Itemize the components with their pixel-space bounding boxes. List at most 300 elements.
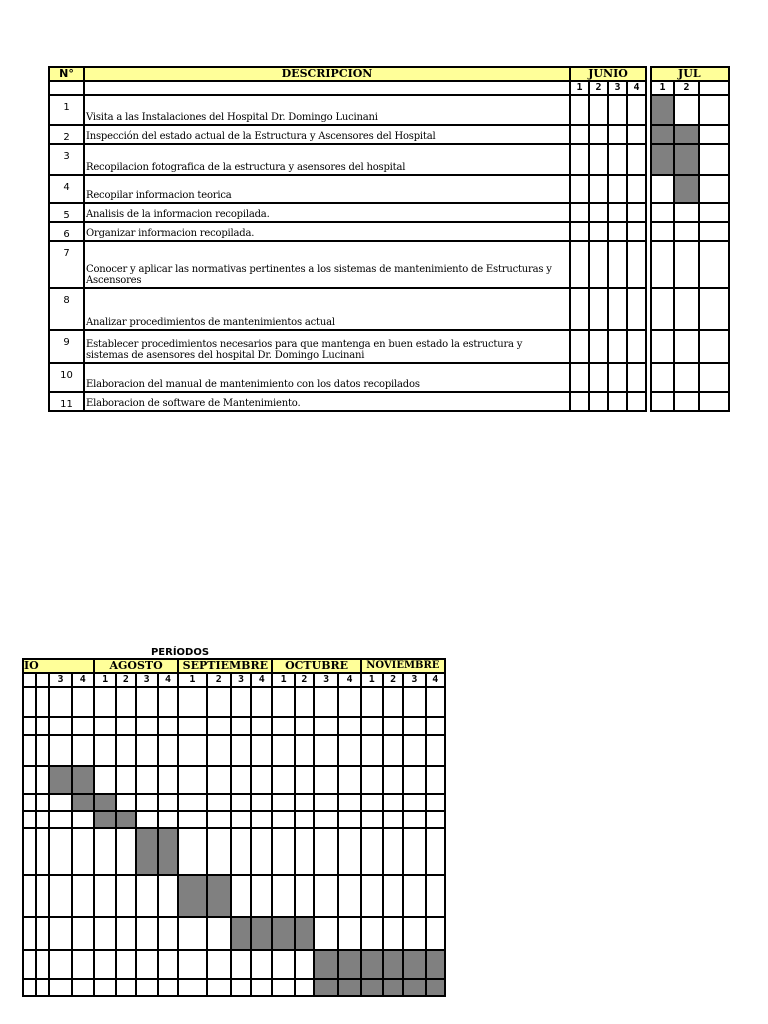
gantt-cell [651,203,674,222]
gantt-cell [699,222,729,241]
gantt-cell [295,950,314,979]
activity-row [49,125,729,144]
gantt-cell [674,241,699,288]
gantt-cell [49,717,71,735]
activity-number: 8 [49,288,84,330]
activity-row [49,95,729,125]
gantt-cell-hidden [36,766,49,794]
gantt-cell-hidden [36,979,49,996]
period-row [23,917,445,950]
gantt-cell [136,811,158,828]
gantt-cell [158,687,178,717]
gantt-cell [674,95,699,125]
activity-number: 4 [49,175,84,203]
gantt-cell [178,687,206,717]
gantt-cell [158,875,178,917]
gantt-cell [570,330,589,363]
gantt-cell [251,828,272,875]
gantt-cell [94,979,116,996]
gantt-cell [314,875,338,917]
gantt-cell [94,875,116,917]
gantt-cell [295,875,314,917]
gantt-cell-filled [116,811,135,828]
gantt-cell [295,735,314,766]
gantt-cell-filled [314,979,338,996]
gantt-cell [49,917,71,950]
gantt-cell-filled [383,950,403,979]
period-row [23,717,445,735]
week-header: 1 [361,673,383,687]
activities-table [48,66,730,412]
gantt-cell-filled [651,144,674,175]
week-header: 2 [116,673,135,687]
gantt-cell [608,222,627,241]
week-header: 3 [231,673,251,687]
activity-row [49,222,729,241]
month-header-agosto: AGOSTO [94,659,178,673]
gantt-cell-hidden [23,766,36,794]
gantt-cell [338,917,360,950]
activity-description: Elaboracion del manual de mantenimiento con los datos recopilados [84,363,570,392]
gantt-cell [699,125,729,144]
gantt-cell [251,794,272,811]
gantt-cell [94,828,116,875]
gantt-cell [338,811,360,828]
gantt-cell [426,875,445,917]
gantt-cell [231,950,251,979]
gantt-cell [608,175,627,203]
gantt-cell [361,717,383,735]
gantt-cell [207,811,231,828]
gantt-cell [589,125,608,144]
gantt-cell [608,363,627,392]
gantt-cell [403,917,425,950]
gantt-cell [231,687,251,717]
gantt-cell [178,794,206,811]
gantt-cell [136,794,158,811]
gantt-cell [158,811,178,828]
activity-row [49,144,729,175]
gantt-cell [651,363,674,392]
gantt-cell [608,95,627,125]
gantt-cell-filled [295,917,314,950]
gantt-cell [207,979,231,996]
gantt-cell [251,766,272,794]
gantt-cell [403,794,425,811]
week-header: 4 [426,673,445,687]
gantt-cell [570,144,589,175]
gantt-cell [570,203,589,222]
gantt-cell [94,735,116,766]
gantt-cell-filled [251,917,272,950]
gantt-cell [314,917,338,950]
gantt-cell [231,766,251,794]
gantt-cell-filled [426,979,445,996]
activity-row [49,175,729,203]
gantt-cell [178,917,206,950]
week-header: 4 [251,673,272,687]
gantt-cell-filled [674,144,699,175]
gantt-cell [178,811,206,828]
gantt-cell [72,811,94,828]
gantt-cell [627,175,646,203]
gantt-cell [231,811,251,828]
activity-row [49,203,729,222]
period-row [23,794,445,811]
gantt-cell [251,811,272,828]
gantt-cell [361,828,383,875]
period-row [23,875,445,917]
period-row [23,766,445,794]
gantt-cell [627,125,646,144]
gantt-cell [570,363,589,392]
gantt-cell [116,687,135,717]
week-header: 3 [403,673,425,687]
period-row [23,735,445,766]
activity-description: Conocer y aplicar las normativas pertinentes a los sistemas de mantenimiento de Estructuras y Ascensores [84,241,570,288]
gantt-cell [699,330,729,363]
gantt-cell [403,766,425,794]
gantt-cell [136,735,158,766]
gantt-cell [136,717,158,735]
gantt-cell-hidden [36,687,49,717]
gantt-cell [426,717,445,735]
gantt-cell [589,330,608,363]
gantt-cell-filled [651,125,674,144]
gantt-cell [627,392,646,411]
week-header: 2 [589,81,608,95]
gantt-cell [699,363,729,392]
activity-number: 1 [49,95,84,125]
gantt-cell [251,735,272,766]
gantt-cell [338,687,360,717]
gantt-cell [570,392,589,411]
gantt-cell [627,95,646,125]
gantt-cell [314,794,338,811]
gantt-cell [49,794,71,811]
gantt-cell [251,950,272,979]
gantt-cell [49,828,71,875]
gantt-cell [674,392,699,411]
empty-header-cell [49,81,84,95]
gantt-cell [272,735,294,766]
week-header: 2 [383,673,403,687]
activity-number: 9 [49,330,84,363]
month-header-septiembre: SEPTIEMBRE [178,659,272,673]
week-header: 2 [674,81,699,95]
week-header: 1 [272,673,294,687]
gantt-cell [314,735,338,766]
month-header-octubre: OCTUBRE [272,659,360,673]
gantt-cell [207,917,231,950]
gantt-cell [272,811,294,828]
gantt-cell [608,288,627,330]
gantt-cell [116,717,135,735]
column-header-description: DESCRIPCION [84,67,570,81]
gantt-cell [72,875,94,917]
gantt-cell [608,125,627,144]
gantt-cell-hidden [23,794,36,811]
gantt-cell [72,917,94,950]
gantt-cell [570,241,589,288]
gantt-cell [608,392,627,411]
gantt-cell [49,811,71,828]
gantt-cell [674,203,699,222]
activity-description: Inspección del estado actual de la Estructura y Ascensores del Hospital [84,125,570,144]
gantt-cell [49,950,71,979]
gantt-cell-filled [338,979,360,996]
gantt-cell-hidden [23,917,36,950]
gantt-cell [231,794,251,811]
gantt-cell [338,735,360,766]
gantt-cell [295,687,314,717]
gantt-cell [403,811,425,828]
gantt-cell [361,875,383,917]
month-header-noviembre: NOVIEMBRE [361,659,445,673]
gantt-cell-hidden [23,828,36,875]
gantt-cell [72,979,94,996]
gantt-cell [136,766,158,794]
gantt-cell [178,766,206,794]
gantt-cell-hidden [23,717,36,735]
week-header: 4 [338,673,360,687]
gantt-cell [295,811,314,828]
schedule-table-periods [24,658,446,997]
gantt-cell [272,717,294,735]
gantt-cell [383,828,403,875]
period-row [23,687,445,717]
week-header: 2 [295,673,314,687]
periods-table [22,658,446,997]
gantt-cell-filled [338,950,360,979]
gantt-cell-hidden [36,794,49,811]
gantt-cell [383,717,403,735]
gantt-cell-filled [674,175,699,203]
gantt-cell [674,222,699,241]
gantt-cell [589,288,608,330]
gantt-cell [403,828,425,875]
week-header-hidden [23,673,36,687]
activity-description: Establecer procedimientos necesarios para que mantenga en buen estado la estructura y sistemas de asensores del hospital Dr. Domingo Lucinani [84,330,570,363]
gantt-cell-hidden [36,828,49,875]
gantt-cell [426,811,445,828]
gantt-cell [651,392,674,411]
gantt-cell [207,950,231,979]
gantt-cell-filled [272,917,294,950]
gantt-cell [361,766,383,794]
gantt-cell [589,241,608,288]
gantt-cell [651,222,674,241]
activity-description: Organizar informacion recopilada. [84,222,570,241]
gantt-cell [272,766,294,794]
gantt-cell [272,687,294,717]
week-header: 3 [136,673,158,687]
gantt-cell-filled [72,766,94,794]
gantt-cell [72,687,94,717]
activity-number: 6 [49,222,84,241]
gantt-cell-hidden [23,979,36,996]
activity-description: Analizar procedimientos de mantenimientos actual [84,288,570,330]
gantt-cell [383,794,403,811]
activity-description: Recopilar informacion teorica [84,175,570,203]
gantt-cell [158,917,178,950]
schedule-table-activities [48,66,701,412]
gantt-cell [231,828,251,875]
gantt-cell [49,687,71,717]
week-header: 3 [314,673,338,687]
gantt-cell [699,144,729,175]
gantt-cell-filled [94,794,116,811]
gantt-cell [570,95,589,125]
gantt-cell [570,125,589,144]
gantt-cell-hidden [23,735,36,766]
gantt-cell [589,222,608,241]
periods-title: PERÍODOS [150,647,210,658]
gantt-cell [178,828,206,875]
activity-row [49,288,729,330]
gantt-cell [94,950,116,979]
period-row [23,979,445,996]
gantt-cell [116,979,135,996]
gantt-cell [338,717,360,735]
month-header-row [49,67,729,81]
gantt-cell [178,979,206,996]
gantt-cell [158,979,178,996]
gantt-cell [314,766,338,794]
gantt-cell-filled [178,875,206,917]
gantt-cell [627,241,646,288]
gantt-cell [651,330,674,363]
gantt-cell [116,950,135,979]
gantt-cell [338,766,360,794]
gantt-cell [94,766,116,794]
activity-description: Elaboracion de software de Mantenimiento. [84,392,570,411]
gantt-cell [94,717,116,735]
activity-row [49,330,729,363]
gantt-cell [207,828,231,875]
gantt-cell [272,794,294,811]
gantt-cell-filled [426,950,445,979]
gantt-cell [426,687,445,717]
gantt-cell [178,735,206,766]
gantt-cell [699,392,729,411]
gantt-cell-hidden [23,875,36,917]
gantt-cell-hidden [36,875,49,917]
week-header-row [49,81,729,95]
gantt-cell [295,717,314,735]
gantt-cell [589,175,608,203]
week-header: 3 [49,673,71,687]
gantt-cell [116,917,135,950]
gantt-cell [338,828,360,875]
gantt-cell [674,288,699,330]
gantt-cell [674,363,699,392]
gantt-cell [207,766,231,794]
gantt-cell [383,917,403,950]
gantt-cell [272,875,294,917]
gantt-cell [136,687,158,717]
activity-row [49,363,729,392]
activity-description: Recopilacion fotografica de la estructura y asensores del hospital [84,144,570,175]
gantt-cell [361,917,383,950]
gantt-cell [136,917,158,950]
week-header: 4 [158,673,178,687]
gantt-cell [426,828,445,875]
gantt-cell-filled [361,950,383,979]
gantt-cell-filled [49,766,71,794]
gantt-cell [207,687,231,717]
gantt-cell [72,828,94,875]
gantt-cell [403,687,425,717]
activity-number: 10 [49,363,84,392]
gantt-cell-filled [403,979,425,996]
month-header-junio: JUNIO [570,67,646,81]
gantt-cell [94,687,116,717]
gantt-cell [251,875,272,917]
gantt-cell-hidden [36,717,49,735]
gantt-cell [570,222,589,241]
gantt-cell [361,794,383,811]
gantt-cell [338,794,360,811]
gantt-cell [207,794,231,811]
gantt-cell [158,717,178,735]
gantt-cell [338,875,360,917]
empty-header-cell [84,81,570,95]
gantt-cell-hidden [36,735,49,766]
gantt-cell [651,288,674,330]
gantt-cell [72,735,94,766]
gantt-cell-filled [651,95,674,125]
gantt-cell [116,794,135,811]
month-header-julio: JUL [651,67,729,81]
activity-row [49,392,729,411]
gantt-cell [295,794,314,811]
week-header: 2 [207,673,231,687]
gantt-cell [570,175,589,203]
week-header: 1 [651,81,674,95]
gantt-cell-hidden [23,811,36,828]
gantt-cell [608,203,627,222]
gantt-cell [699,288,729,330]
gantt-cell [136,950,158,979]
gantt-cell [699,241,729,288]
gantt-cell [608,330,627,363]
gantt-cell [116,828,135,875]
gantt-cell [314,687,338,717]
gantt-cell [570,288,589,330]
activity-number: 5 [49,203,84,222]
gantt-cell [136,875,158,917]
gantt-cell-hidden [23,950,36,979]
gantt-cell-filled [314,950,338,979]
activity-number: 3 [49,144,84,175]
gantt-cell-filled [136,828,158,875]
gantt-cell-filled [158,828,178,875]
gantt-cell [295,979,314,996]
gantt-cell [116,766,135,794]
gantt-cell-filled [674,125,699,144]
gantt-cell [627,203,646,222]
gantt-cell-hidden [36,917,49,950]
gantt-cell [426,794,445,811]
gantt-cell [251,687,272,717]
gantt-cell [49,979,71,996]
gantt-cell [158,794,178,811]
gantt-cell [589,95,608,125]
gantt-cell [426,917,445,950]
gantt-cell [72,717,94,735]
gantt-cell-filled [231,917,251,950]
